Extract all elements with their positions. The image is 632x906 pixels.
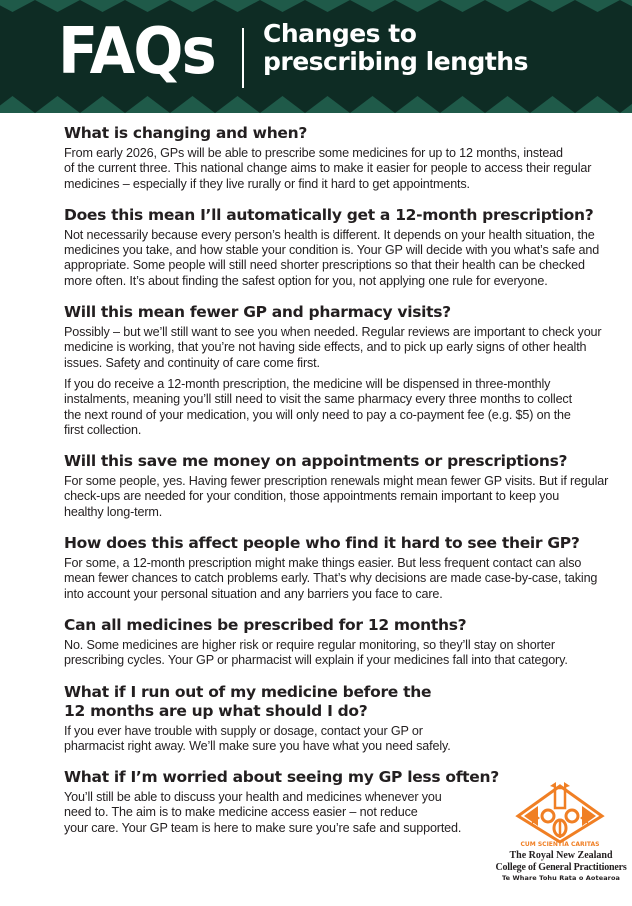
rnzcgp-logo [490,782,632,900]
faq-answer-line: instalments, meaning you’ll still need to visit the same pharmacy every three months to collect [64,392,572,407]
header-divider [242,28,244,88]
zigzag-chevron [575,96,620,113]
faq-answer-line: If you do receive a 12-month prescription, the medicine will be dispensed in three-monthly [64,376,551,391]
faq-answer-line: No. Some medicines are higher risk or require regular monitoring, so they’ll stay on shorter [64,637,555,652]
faq-list [64,124,609,850]
faq-answer-line: first collection. [64,422,142,437]
header-subtitle-line: Changes to [263,19,417,48]
zigzag-chevron [260,96,305,113]
faq-answer-line: your care. Your GP team is here to make sure you’re safe and supported. [64,820,462,835]
logo-name-line2: College of General Practitioners [495,861,627,873]
zigzag-chevron [215,96,260,113]
crest-ring [566,810,578,822]
faq-answer-line: into account your personal situation and any barriers you face to care. [64,586,443,601]
faq-item [64,683,574,755]
faq-answer-line: of the current three. This national change aims to make it easier for people to access their regular [64,161,592,176]
zigzag-chevron [530,96,575,113]
faq-answer-line: the next round of your medication, you will only need to pay a co-payment fee (e.g. $5) on the [64,407,571,422]
zigzag-chevron [125,0,170,12]
faq-question-line: Can all medicines be prescribed for 12 months? [64,615,467,634]
crest-motto: CUM SCIENTIA CARITAS [520,841,600,848]
faq-answer-line: mean fewer chances to catch problems early. That’s why decisions are made case-by-case, taking [64,571,598,586]
faq-question-line: Does this mean I’ll automatically get a 12-month prescription? [64,205,594,224]
logo-text [490,850,632,883]
zigzag-chevron [620,0,632,12]
zigzag-chevron [125,96,170,113]
faq-question [64,616,574,635]
logo-maori-name: Te Whare Tohu Rata o Aotearoa [501,874,621,882]
faq-answer [64,638,574,669]
zigzag-chevron [395,96,440,113]
faq-question [64,683,574,721]
zigzag-chevron [395,0,440,12]
faq-answer-line: Possibly – but we’ll still want to see you when needed. Regular reviews are important to check your [64,325,602,340]
zigzag-chevron [170,96,215,113]
zigzag-chevron [350,96,395,113]
faq-answer [64,146,592,192]
faq-question-line: How does this affect people who find it hard to see their GP? [64,534,580,553]
zigzag-chevron [350,0,395,12]
header-bottom-pattern [0,95,632,113]
faq-question-line: Will this save me money on appointments or prescriptions? [64,452,568,471]
header-title: FAQs [58,15,215,89]
faq-question [64,534,580,553]
faq-question [64,124,574,143]
zigzag-chevron [575,0,620,12]
faq-answer-line: issues. Safety and continuity of care come first. [64,355,320,370]
faq-answer-line: For some people, yes. Having fewer prescription renewals might mean fewer GP visits. But if regular [64,474,609,489]
faq-answer [64,325,602,371]
zigzag-chevron [485,96,530,113]
zigzag-chevron [485,0,530,12]
faq-item [64,452,609,520]
faq-answer-line: From early 2026, GPs will be able to prescribe some medicines for up to 12 months, instead [64,146,563,160]
faq-question-line: 12 months are up what should I do? [64,701,368,720]
faq-answer-line: pharmacist right away. We’ll make sure you have what you need safely. [64,738,451,753]
faq-question [64,303,574,322]
zigzag-chevron [80,0,125,12]
header-top-pattern [0,0,632,14]
faq-item [64,124,592,192]
faq-question [64,452,574,471]
zigzag-chevron [260,0,305,12]
zigzag-chevron [35,96,80,113]
faq-answer-line: need to. The aim is to make medicine access easier – not reduce [64,805,418,820]
faq-answer-line: medicine is working, that you’re not having side effects, and to pick up early signs of other health [64,340,587,355]
faq-question-line: What if I run out of my medicine before the [64,682,432,701]
faq-answer [64,474,609,520]
faq-answer-line: For some, a 12-month prescription might make things easier. But less frequent contact can also [64,556,582,571]
zigzag-chevron [215,0,260,12]
zigzag-chevron [620,96,632,113]
rnzcgp-crest-icon [510,782,610,848]
crest-tower [555,788,565,808]
faq-answer-line: more often. It’s about finding the safest option for you, not applying one rule for everyone. [64,273,548,288]
faq-answer-line: medicines you take, and how stable your condition is. Your GP will decide with you what’s safe and [64,243,600,258]
zigzag-chevron [0,96,35,113]
faq-answer-line: medicines – especially if they live rurally or find it hard to get appointments. [64,176,470,191]
faq-question [64,205,594,225]
zigzag-chevron [35,0,80,12]
header-subtitle-line: prescribing lengths [263,47,528,76]
zigzag-chevron [530,0,575,12]
logo-name-line1: The Royal New Zealand [509,850,613,861]
faq-answer-line: Not necessarily because every person’s health is different. It depends on your health situation, the [64,227,595,242]
zigzag-chevron [80,96,125,113]
faq-item [64,205,600,289]
faq-answer-line: You’ll still be able to discuss your health and medicines whenever you [64,790,442,805]
zigzag-chevron [0,0,35,12]
faq-question-line: What is changing and when? [64,124,308,142]
faq-answer [64,377,574,438]
faq-answer [64,227,600,289]
faq-question-line: Will this mean fewer GP and pharmacy visits? [64,303,451,322]
zigzag-chevron [305,96,350,113]
header-subtitle [263,20,528,76]
faq-answer [64,556,598,602]
faq-item [64,303,602,438]
faq-answer-line: If you ever have trouble with supply or dosage, contact your GP or [64,723,423,738]
zigzag-chevron [170,0,215,12]
faq-answer-line: healthy long-term. [64,504,163,519]
faq-item [64,616,574,669]
zigzag-chevron [440,96,485,113]
faq-item [64,534,598,602]
page-header [0,0,632,113]
faq-question-line: What if I’m worried about seeing my GP less often? [64,768,499,787]
faq-answer-line: check-ups are needed for your condition, those appointments remain important to keep you [64,489,560,504]
zigzag-chevron [440,0,485,12]
zigzag-chevron [305,0,350,12]
crest-ring [542,810,554,822]
faq-answer-line: prescribing cycles. Your GP or pharmacist will explain if your medicines fall into that category. [64,653,568,668]
faq-answer [64,724,574,755]
faq-answer-line: appropriate. Some people will still need shorter prescriptions so that their health can be checked [64,258,585,273]
